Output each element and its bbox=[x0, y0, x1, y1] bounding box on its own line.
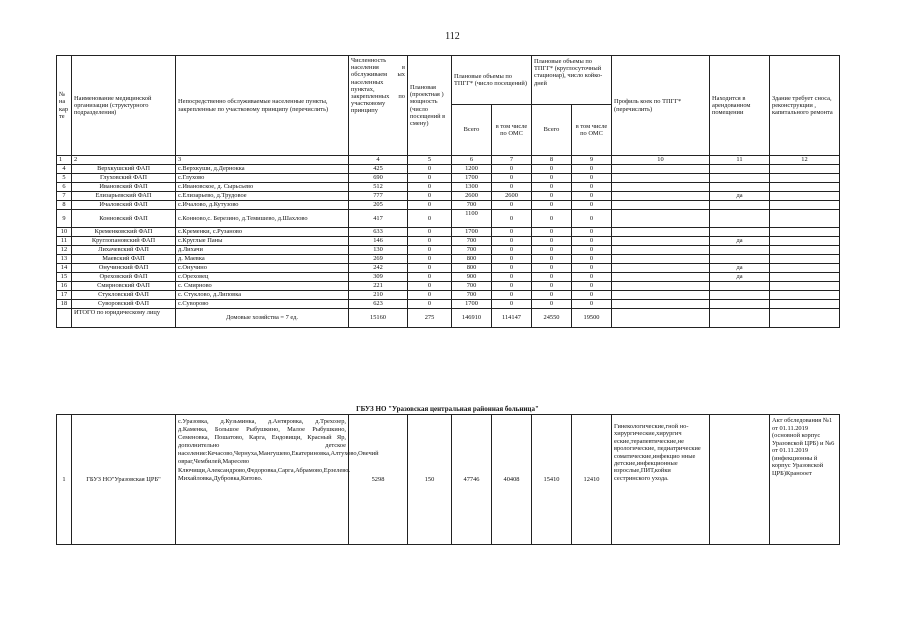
row-beddays-oms: 0 bbox=[572, 192, 612, 201]
total-profile bbox=[612, 309, 710, 328]
row-visits-oms: 0 bbox=[492, 255, 532, 264]
header-points: Непосредственно обслуживаемые населенные пункты, закрепленные по участковому принципу (перечислить) bbox=[176, 56, 349, 156]
col-number: 8 bbox=[532, 156, 572, 165]
row-population: 633 bbox=[349, 228, 408, 237]
row-visits: 1700 bbox=[452, 174, 492, 183]
row-rented bbox=[710, 165, 770, 174]
hospital-rented bbox=[710, 415, 770, 545]
hospital-points: с.Уразовка, д.Кузьминка, д.Антяровка, д.Трехозер, д.Каменка, Большое Рыбушкино, Малое Рыбушкино, Семеновка, Пошатово, Карга, Ендовищи, Красный Яр, дополнительно детское население:Кечасово,Чернуха,Мангушево,Екатериновка,Алтухово,Овечий овраг,Чембилей,Маресево Ключищи,Александрово,Федоровка,Сарга,Абрамово,Ерзелево. Михайловка,Дубровка,Китово. bbox=[176, 415, 349, 545]
row-num: 13 bbox=[57, 255, 72, 264]
row-name: Ивановский ФАП bbox=[72, 183, 176, 192]
hospital-capacity: 150 bbox=[408, 415, 452, 545]
row-rented bbox=[710, 282, 770, 291]
row-rented bbox=[710, 228, 770, 237]
header-visits-total: Всего bbox=[452, 105, 492, 156]
row-capacity: 0 bbox=[408, 210, 452, 228]
row-visits-oms: 0 bbox=[492, 291, 532, 300]
row-points: с.Ичалово, д.Кутузово bbox=[176, 201, 349, 210]
row-population: 777 bbox=[349, 192, 408, 201]
row-visits: 1700 bbox=[452, 228, 492, 237]
row-points: с.Ивановское, д. Сырьсьево bbox=[176, 183, 349, 192]
header-row bbox=[57, 56, 840, 105]
row-visits-oms: 0 bbox=[492, 210, 532, 228]
row-beddays: 0 bbox=[532, 273, 572, 282]
row-demolition bbox=[770, 246, 840, 255]
row-num: 7 bbox=[57, 192, 72, 201]
row-demolition bbox=[770, 237, 840, 246]
row-visits: 1100 bbox=[452, 210, 492, 228]
hospital-row bbox=[57, 415, 840, 545]
row-name: Маевский ФАП bbox=[72, 255, 176, 264]
row-population: 417 bbox=[349, 210, 408, 228]
row-population: 130 bbox=[349, 246, 408, 255]
row-capacity: 0 bbox=[408, 246, 452, 255]
row-points: с.Глухово bbox=[176, 174, 349, 183]
row-name: Кременковский ФАП bbox=[72, 228, 176, 237]
row-beddays-oms: 0 bbox=[572, 282, 612, 291]
row-profile bbox=[612, 165, 710, 174]
row-beddays: 0 bbox=[532, 282, 572, 291]
row-beddays-oms: 0 bbox=[572, 300, 612, 309]
row-name: Ичаловский ФАП bbox=[72, 201, 176, 210]
table-row bbox=[57, 165, 840, 174]
table-row bbox=[57, 228, 840, 237]
table-row bbox=[57, 255, 840, 264]
row-rented bbox=[710, 183, 770, 192]
total-label: ИТОГО по юридическому лицу bbox=[72, 309, 176, 328]
row-beddays-oms: 0 bbox=[572, 273, 612, 282]
row-profile bbox=[612, 201, 710, 210]
row-num: 10 bbox=[57, 228, 72, 237]
row-capacity: 0 bbox=[408, 291, 452, 300]
row-name: Круглопановский ФАП bbox=[72, 237, 176, 246]
col-number: 7 bbox=[492, 156, 532, 165]
row-name: Лихачевский ФАП bbox=[72, 246, 176, 255]
row-num: 8 bbox=[57, 201, 72, 210]
row-points: с. Стуклово, д.Липовка bbox=[176, 291, 349, 300]
row-population: 690 bbox=[349, 174, 408, 183]
row-rented bbox=[710, 291, 770, 300]
row-rented: да bbox=[710, 273, 770, 282]
column-numbers-row bbox=[57, 156, 840, 165]
row-rented: да bbox=[710, 237, 770, 246]
table-row bbox=[57, 300, 840, 309]
row-population: 210 bbox=[349, 291, 408, 300]
col-number: 5 bbox=[408, 156, 452, 165]
row-num: 4 bbox=[57, 165, 72, 174]
row-visits: 1300 bbox=[452, 183, 492, 192]
row-num: 17 bbox=[57, 291, 72, 300]
row-capacity: 0 bbox=[408, 165, 452, 174]
row-population: 269 bbox=[349, 255, 408, 264]
row-visits: 700 bbox=[452, 237, 492, 246]
hospital-table bbox=[56, 414, 840, 545]
row-visits-oms: 0 bbox=[492, 237, 532, 246]
table-row bbox=[57, 264, 840, 273]
table-row bbox=[57, 183, 840, 192]
row-points: с.Онучино bbox=[176, 264, 349, 273]
row-visits: 900 bbox=[452, 273, 492, 282]
row-demolition bbox=[770, 192, 840, 201]
row-beddays-oms: 0 bbox=[572, 201, 612, 210]
row-visits-oms: 0 bbox=[492, 165, 532, 174]
row-points: с. Смирново bbox=[176, 282, 349, 291]
row-capacity: 0 bbox=[408, 264, 452, 273]
row-population: 221 bbox=[349, 282, 408, 291]
row-beddays-oms: 0 bbox=[572, 255, 612, 264]
row-visits: 700 bbox=[452, 201, 492, 210]
row-demolition bbox=[770, 255, 840, 264]
col-number: 2 bbox=[72, 156, 176, 165]
header-beddays-oms: в том числе по ОМС bbox=[572, 105, 612, 156]
row-beddays-oms: 0 bbox=[572, 183, 612, 192]
row-points: д. Маевка bbox=[176, 255, 349, 264]
row-beddays: 0 bbox=[532, 237, 572, 246]
col-number: 10 bbox=[612, 156, 710, 165]
row-demolition bbox=[770, 291, 840, 300]
table-row bbox=[57, 282, 840, 291]
row-num: 14 bbox=[57, 264, 72, 273]
row-capacity: 0 bbox=[408, 192, 452, 201]
row-num: 9 bbox=[57, 210, 72, 228]
hospital-beddays-oms: 12410 bbox=[572, 415, 612, 545]
row-name: Конновский ФАП bbox=[72, 210, 176, 228]
col-number: 11 bbox=[710, 156, 770, 165]
row-demolition bbox=[770, 201, 840, 210]
row-demolition bbox=[770, 273, 840, 282]
row-rented bbox=[710, 201, 770, 210]
header-capacity: Плановая (проектная ) мощность (число посещений в смену) bbox=[408, 56, 452, 156]
row-demolition bbox=[770, 264, 840, 273]
row-population: 425 bbox=[349, 165, 408, 174]
section-title: ГБУЗ НО "Уразовская центральная районная больница" bbox=[356, 405, 539, 413]
row-capacity: 0 bbox=[408, 255, 452, 264]
row-profile bbox=[612, 183, 710, 192]
row-rented bbox=[710, 246, 770, 255]
table-row bbox=[57, 273, 840, 282]
row-rented: да bbox=[710, 264, 770, 273]
row-rented bbox=[710, 174, 770, 183]
row-population: 309 bbox=[349, 273, 408, 282]
row-rented bbox=[710, 210, 770, 228]
col-number: 3 bbox=[176, 156, 349, 165]
row-num: 18 bbox=[57, 300, 72, 309]
row-demolition bbox=[770, 228, 840, 237]
row-beddays-oms: 0 bbox=[572, 228, 612, 237]
col-number: 12 bbox=[770, 156, 840, 165]
row-capacity: 0 bbox=[408, 300, 452, 309]
row-beddays-oms: 0 bbox=[572, 210, 612, 228]
row-num: 11 bbox=[57, 237, 72, 246]
row-capacity: 0 bbox=[408, 282, 452, 291]
row-visits-oms: 0 bbox=[492, 282, 532, 291]
row-visits-oms: 0 bbox=[492, 174, 532, 183]
row-population: 146 bbox=[349, 237, 408, 246]
row-num: 5 bbox=[57, 174, 72, 183]
row-visits-oms: 0 bbox=[492, 264, 532, 273]
row-profile bbox=[612, 210, 710, 228]
header-beddays-total: Всего bbox=[532, 105, 572, 156]
row-capacity: 0 bbox=[408, 201, 452, 210]
row-profile bbox=[612, 237, 710, 246]
total-row bbox=[57, 309, 840, 328]
row-profile bbox=[612, 246, 710, 255]
row-demolition bbox=[770, 210, 840, 228]
row-visits-oms: 0 bbox=[492, 300, 532, 309]
facilities-table bbox=[56, 55, 840, 328]
hospital-population: 5298 bbox=[349, 415, 408, 545]
table-row bbox=[57, 210, 840, 228]
row-visits-oms: 0 bbox=[492, 273, 532, 282]
hospital-num: 1 bbox=[57, 415, 72, 545]
row-demolition bbox=[770, 183, 840, 192]
row-beddays-oms: 0 bbox=[572, 291, 612, 300]
hospital-beddays: 15410 bbox=[532, 415, 572, 545]
row-visits: 700 bbox=[452, 246, 492, 255]
row-profile bbox=[612, 282, 710, 291]
row-capacity: 0 bbox=[408, 174, 452, 183]
row-capacity: 0 bbox=[408, 228, 452, 237]
row-visits-oms: 2600 bbox=[492, 192, 532, 201]
row-num: 16 bbox=[57, 282, 72, 291]
row-demolition bbox=[770, 300, 840, 309]
row-demolition bbox=[770, 165, 840, 174]
row-profile bbox=[612, 192, 710, 201]
total-population: 15160 bbox=[349, 309, 408, 328]
row-population: 205 bbox=[349, 201, 408, 210]
col-number: 6 bbox=[452, 156, 492, 165]
hospital-visits: 47746 bbox=[452, 415, 492, 545]
row-visits: 700 bbox=[452, 291, 492, 300]
row-beddays: 0 bbox=[532, 201, 572, 210]
row-demolition bbox=[770, 282, 840, 291]
row-points: с.Елизарьево, д.Трудовое bbox=[176, 192, 349, 201]
table-row bbox=[57, 192, 840, 201]
row-beddays: 0 bbox=[532, 246, 572, 255]
row-capacity: 0 bbox=[408, 237, 452, 246]
hospital-demolition-note: Акт обследования №1 от 01.11.2019 (основной корпус Уразовской ЦРБ) и №6 от 01.11.2019 (инфекционны й корпус Уразовской ЦРБ)Кранооет bbox=[770, 415, 840, 545]
header-beddays: Плановые объемы по ТПГГ* (круглосуточный стационар), число койко-дней bbox=[532, 56, 612, 105]
row-points: с.Кременки, с.Рузаново bbox=[176, 228, 349, 237]
col-number: 4 bbox=[349, 156, 408, 165]
row-name: Верхкушский ФАП bbox=[72, 165, 176, 174]
row-visits: 800 bbox=[452, 255, 492, 264]
total-rented bbox=[710, 309, 770, 328]
row-rented: да bbox=[710, 192, 770, 201]
row-beddays: 0 bbox=[532, 174, 572, 183]
row-beddays: 0 bbox=[532, 300, 572, 309]
row-num: 6 bbox=[57, 183, 72, 192]
row-beddays-oms: 0 bbox=[572, 264, 612, 273]
header-org: Наименование медицинской организации (структурного подразделения) bbox=[72, 56, 176, 156]
total-beddays-oms: 19500 bbox=[572, 309, 612, 328]
row-beddays-oms: 0 bbox=[572, 246, 612, 255]
row-num: 15 bbox=[57, 273, 72, 282]
row-profile bbox=[612, 228, 710, 237]
header-rented: Находится в арендованном помещении bbox=[710, 56, 770, 156]
row-profile bbox=[612, 300, 710, 309]
row-population: 242 bbox=[349, 264, 408, 273]
row-beddays: 0 bbox=[532, 183, 572, 192]
row-beddays-oms: 0 bbox=[572, 237, 612, 246]
row-beddays: 0 bbox=[532, 228, 572, 237]
row-name: Стукловский ФАП bbox=[72, 291, 176, 300]
total-visits: 146910 bbox=[452, 309, 492, 328]
row-beddays-oms: 0 bbox=[572, 174, 612, 183]
row-points: с.Суворово bbox=[176, 300, 349, 309]
col-number: 9 bbox=[572, 156, 612, 165]
col-number: 1 bbox=[57, 156, 72, 165]
row-population: 623 bbox=[349, 300, 408, 309]
header-population: Численность населения в обслуживаем ых населенных пунктах, закрепленных по участковому принципу bbox=[349, 56, 408, 156]
table-row bbox=[57, 174, 840, 183]
row-demolition bbox=[770, 174, 840, 183]
row-visits: 800 bbox=[452, 264, 492, 273]
row-points: с.Верхкуши, д.Дернокка bbox=[176, 165, 349, 174]
row-num: 12 bbox=[57, 246, 72, 255]
row-beddays: 0 bbox=[532, 255, 572, 264]
row-profile bbox=[612, 264, 710, 273]
table-row bbox=[57, 237, 840, 246]
row-points: д.Лихачи bbox=[176, 246, 349, 255]
row-visits: 2600 bbox=[452, 192, 492, 201]
row-beddays-oms: 0 bbox=[572, 165, 612, 174]
row-capacity: 0 bbox=[408, 183, 452, 192]
row-beddays: 0 bbox=[532, 264, 572, 273]
row-name: Елизарьевский ФАП bbox=[72, 192, 176, 201]
table-row bbox=[57, 246, 840, 255]
total-visits-oms: 114147 bbox=[492, 309, 532, 328]
row-profile bbox=[612, 291, 710, 300]
row-visits: 700 bbox=[452, 282, 492, 291]
row-visits-oms: 0 bbox=[492, 246, 532, 255]
row-points: с.Конново,с. Березино, д.Темишево, д.Шахлово bbox=[176, 210, 349, 228]
row-name: Онучинский ФАП bbox=[72, 264, 176, 273]
total-capacity: 275 bbox=[408, 309, 452, 328]
row-points: с.Круглые Паны bbox=[176, 237, 349, 246]
row-profile bbox=[612, 174, 710, 183]
row-beddays: 0 bbox=[532, 192, 572, 201]
row-name: Глуховский ФАП bbox=[72, 174, 176, 183]
table-row bbox=[57, 291, 840, 300]
row-visits-oms: 0 bbox=[492, 228, 532, 237]
row-visits-oms: 0 bbox=[492, 183, 532, 192]
table-row bbox=[57, 201, 840, 210]
row-beddays: 0 bbox=[532, 165, 572, 174]
row-name: Ореховский ФАП bbox=[72, 273, 176, 282]
row-beddays: 0 bbox=[532, 210, 572, 228]
row-visits: 1200 bbox=[452, 165, 492, 174]
total-demolition bbox=[770, 309, 840, 328]
row-rented bbox=[710, 300, 770, 309]
row-visits: 1700 bbox=[452, 300, 492, 309]
row-profile bbox=[612, 255, 710, 264]
row-visits-oms: 0 bbox=[492, 201, 532, 210]
row-capacity: 0 bbox=[408, 273, 452, 282]
header-bed-profile: Профиль коек по ТПГГ* (перечислить) bbox=[612, 56, 710, 156]
row-rented bbox=[710, 255, 770, 264]
page-number: 112 bbox=[445, 31, 460, 42]
row-beddays: 0 bbox=[532, 291, 572, 300]
row-population: 512 bbox=[349, 183, 408, 192]
row-name: Смирновский ФАП bbox=[72, 282, 176, 291]
row-profile bbox=[612, 273, 710, 282]
row-points: с.Ореховец bbox=[176, 273, 349, 282]
row-name: Суворовский ФАП bbox=[72, 300, 176, 309]
hospital-visits-oms: 40408 bbox=[492, 415, 532, 545]
header-num: № на кар те bbox=[57, 56, 72, 156]
total-beddays: 24550 bbox=[532, 309, 572, 328]
total-num bbox=[57, 309, 72, 328]
hospital-bed-profile: Гинекологические,гной но-хирургические,хирургич еские,терапевтические,не врологические, педиатрические соматические,инфекцио нные детские,инфекционные взрослые,ПИТ,койки сестринского ухода. bbox=[612, 415, 710, 545]
header-demolition: Здание требует сноса, реконструкции , капитального ремонта bbox=[770, 56, 840, 156]
header-visits: Плановые объемы по ТПГГ* (число посещений) bbox=[452, 56, 532, 105]
hospital-name: ГБУЗ НО"Уразовская ЦРБ" bbox=[72, 415, 176, 545]
header-visits-oms: в том числе по ОМС bbox=[492, 105, 532, 156]
total-points: Домовые хозяйства = 7 ед. bbox=[176, 309, 349, 328]
